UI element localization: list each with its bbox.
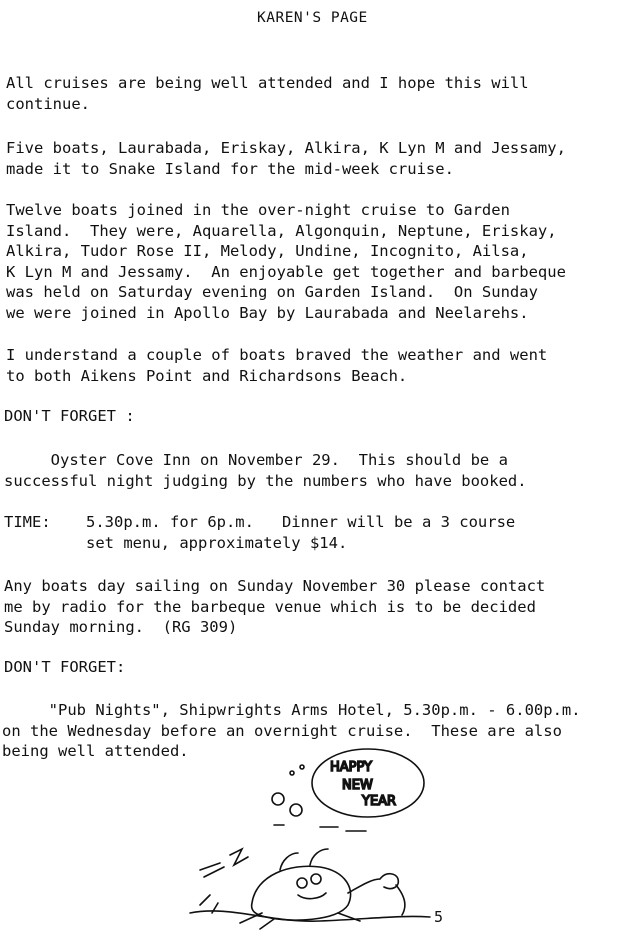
paragraph-pub-nights: "Pub Nights", Shipwrights Arms Hotel, 5.30p.m. - 6.00p.m. on the Wednesday before an overnight cruise. These are also being well attended. xyxy=(2,701,581,760)
page-title: KAREN'S PAGE xyxy=(257,10,368,26)
paragraph-garden-island: Twelve boats joined in the over-night cruise to Garden Island. They were, Aquarella, Algonquin, Neptune, Eriskay, Alkira, Tudor Rose II, Melody, Undine, Incognito, Ailsa, K Lyn M and Jessamy. An enjoyable get together and barbeque was held on Saturday evening on Garden Island. On Sunday we were joined in Apollo Bay by Laurabada and Neelarehs. xyxy=(6,201,566,322)
heading-dont-forget-1: DON'T FORGET : xyxy=(4,407,135,425)
paragraph-oyster-cove: Oyster Cove Inn on November 29. This should be a successful night judging by the numbers who have booked. xyxy=(4,451,527,490)
time-label: TIME: xyxy=(4,513,51,531)
paragraph-day-sailing: Any boats day sailing on Sunday November 30 please contact me by radio for the barbeque venue which is to be decided Sunday morning. (RG 309) xyxy=(4,577,546,636)
paragraph-snake-island: Five boats, Laurabada, Eriskay, Alkira, K Lyn M and Jessamy, made it to Snake Island for the mid-week cruise. xyxy=(6,139,566,178)
page-number: 5 xyxy=(434,908,444,926)
paragraph-cruises-attended: All cruises are being well attended and I hope this will continue. xyxy=(6,74,529,113)
bubble-line-3: YEAR xyxy=(362,794,397,809)
heading-dont-forget-2: DON'T FORGET: xyxy=(4,658,126,676)
time-details: 5.30p.m. for 6p.m. Dinner will be a 3 course set menu, approximately $14. xyxy=(86,513,516,552)
bubble-line-1: HAPPY xyxy=(330,760,373,775)
paragraph-braved-weather: I understand a couple of boats braved the weather and went to both Aikens Point and Richardsons Beach. xyxy=(6,346,548,385)
bubble-line-2: NEW xyxy=(342,778,373,793)
crab-illustration-icon xyxy=(170,745,460,930)
